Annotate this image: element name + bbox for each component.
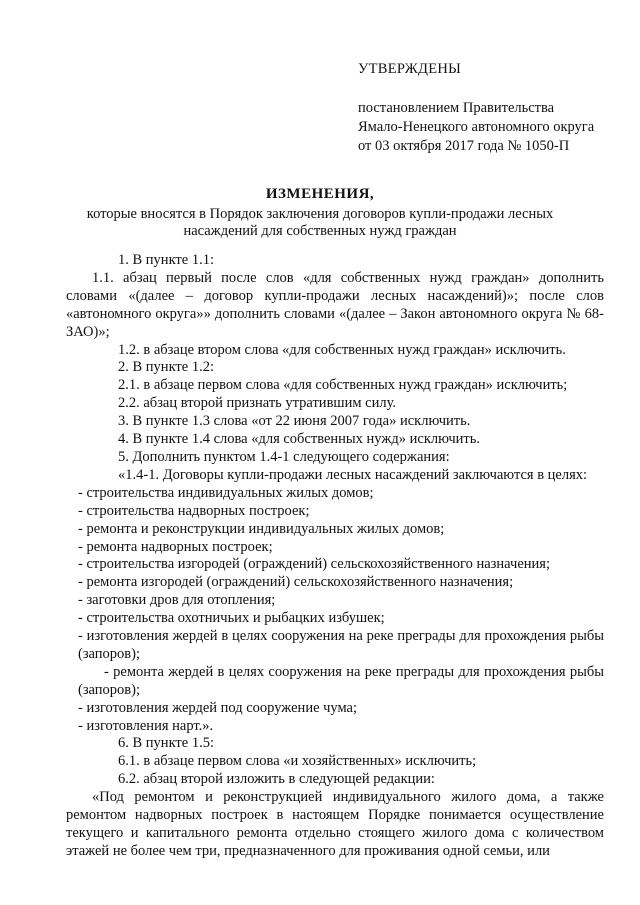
list-item: - изготовления жердей в целях сооружения на реке преграды для прохождения рыбы (запоров); — [78, 628, 604, 662]
approval-block — [358, 60, 628, 156]
paragraph: «1.4-1. Договоры купли-продажи лесных насаждений заключаются в целях: — [118, 466, 588, 483]
paragraph: 2.1. в абзаце первом слова «для собственных нужд граждан» исключить; — [118, 377, 568, 394]
list-item: - изготовления нарт.». — [78, 717, 214, 734]
paragraph: 3. В пункте 1.3 слова «от 22 июня 2007 года» исключить. — [118, 413, 471, 430]
list-item: - ремонта изгородей (ограждений) сельскохозяйственного назначения; — [78, 574, 514, 591]
paragraph: 1.2. в абзаце втором слова «для собственных нужд граждан» исключить. — [118, 341, 566, 358]
list-item: - ремонта жердей в целях сооружения на реке преграды для прохождения рыбы (запоров); — [78, 663, 604, 698]
list-item: - ремонта и реконструкции индивидуальных жилых домов; — [78, 520, 445, 537]
paragraph: 6.2. абзац второй изложить в следующей редакции: — [118, 771, 435, 788]
list-item: - изготовления жердей под сооружение чума; — [78, 699, 358, 716]
list-item: - строительства охотничьих и рыбацких избушек; — [78, 610, 385, 627]
document-subtitle: которые вносятся в Порядок заключения договоров купли-продажи лесных насаждений для собственных нужд граждан — [86, 206, 554, 239]
document-title: ИЗМЕНЕНИЯ, — [265, 186, 375, 202]
paragraph: 6.1. в абзаце первом слова «и хозяйственных» исключить; — [118, 753, 477, 770]
paragraph: 6. В пункте 1.5: — [118, 735, 214, 752]
paragraph: 1. В пункте 1.1: — [118, 252, 214, 268]
list-item: - строительства надворных построек; — [78, 502, 310, 519]
paragraph: 5. Дополнить пунктом 1.4-1 следующего содержания: — [118, 448, 450, 465]
paragraph: «Под ремонтом и реконструкцией индивидуального жилого дома, а также ремонтом надворных построек в настоящем Порядке понимается осуществление текущего и капитального ремонта отдельно стоящего жилого дома с количеством этажей не более чем три, предназначенного для проживания одной семьи, или — [66, 789, 604, 859]
approval-line: от 03 октября 2017 года № 1050-П — [358, 138, 570, 154]
list-item: - строительства изгородей (ограждений) сельскохозяйственного назначения; — [78, 556, 550, 573]
list-item: - строительства индивидуальных жилых домов; — [78, 484, 374, 501]
paragraph: 1.1. абзац первый после слов «для собственных нужд граждан» дополнить словами «(далее – договор купли-продажи лесных насаждений)»; после слов «автономного округа»» дополнить словами «(далее – Закон автономного округа № 68-ЗАО)»; — [66, 269, 604, 340]
paragraph: 2.2. абзац второй признать утратившим силу. — [118, 395, 396, 412]
list-item: - ремонта надворных построек; — [78, 538, 273, 555]
paragraph: 4. В пункте 1.4 слова «для собственных нужд» исключить. — [118, 431, 481, 448]
approval-line: Ямало-Ненецкого автономного округа — [358, 119, 595, 135]
approval-heading: УТВЕРЖДЕНЫ — [358, 61, 462, 77]
approval-line: постановлением Правительства — [358, 100, 555, 116]
paragraph: 2. В пункте 1.2: — [118, 359, 214, 376]
document-body — [66, 252, 604, 861]
list-item: - заготовки дров для отопления; — [78, 592, 276, 609]
